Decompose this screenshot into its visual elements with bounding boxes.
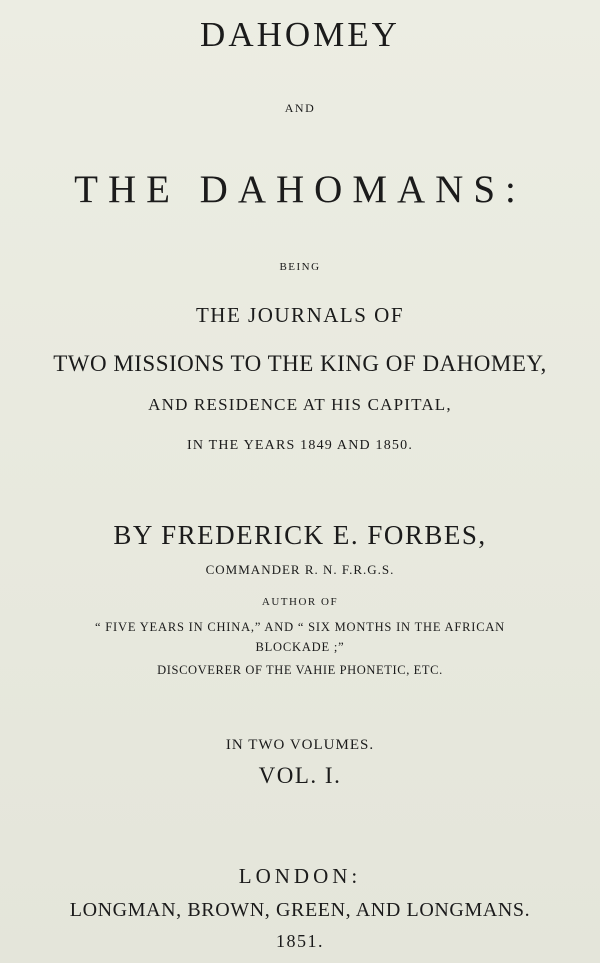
imprint-place: LONDON: (238, 864, 362, 888)
author-rank: COMMANDER R. N. F.R.G.S. (205, 562, 395, 577)
book-subtitle: THE DAHOMANS: (74, 168, 526, 211)
description-line-1: THE JOURNALS OF (195, 303, 404, 327)
author-discoverer: DISCOVERER OF THE VAHIE PHONETIC, ETC. (157, 663, 443, 677)
imprint-year: 1851. (276, 931, 324, 951)
imprint-publisher: LONGMAN, BROWN, GREEN, AND LONGMANS. (69, 899, 531, 921)
author-byline: BY FREDERICK E. FORBES, (113, 520, 487, 550)
previous-works-line-1: “ FIVE YEARS IN CHINA,” AND “ SIX MONTHS IN THE AFRICAN (95, 620, 505, 634)
previous-works-line-2: BLOCKADE ;” (255, 640, 345, 654)
description-line-2: TWO MISSIONS TO THE KING OF DAHOMEY, (53, 351, 547, 376)
description-line-4: IN THE YEARS 1849 AND 1850. (186, 438, 414, 453)
description-line-3: AND RESIDENCE AT HIS CAPITAL, (148, 395, 452, 414)
title-conjunction: AND (284, 101, 316, 115)
volume-number: VOL. I. (258, 763, 342, 788)
being-label: BEING (279, 261, 321, 273)
book-title: DAHOMEY (200, 15, 400, 54)
author-of-label: AUTHOR OF (261, 596, 339, 608)
volume-count: IN TWO VOLUMES. (225, 737, 375, 753)
